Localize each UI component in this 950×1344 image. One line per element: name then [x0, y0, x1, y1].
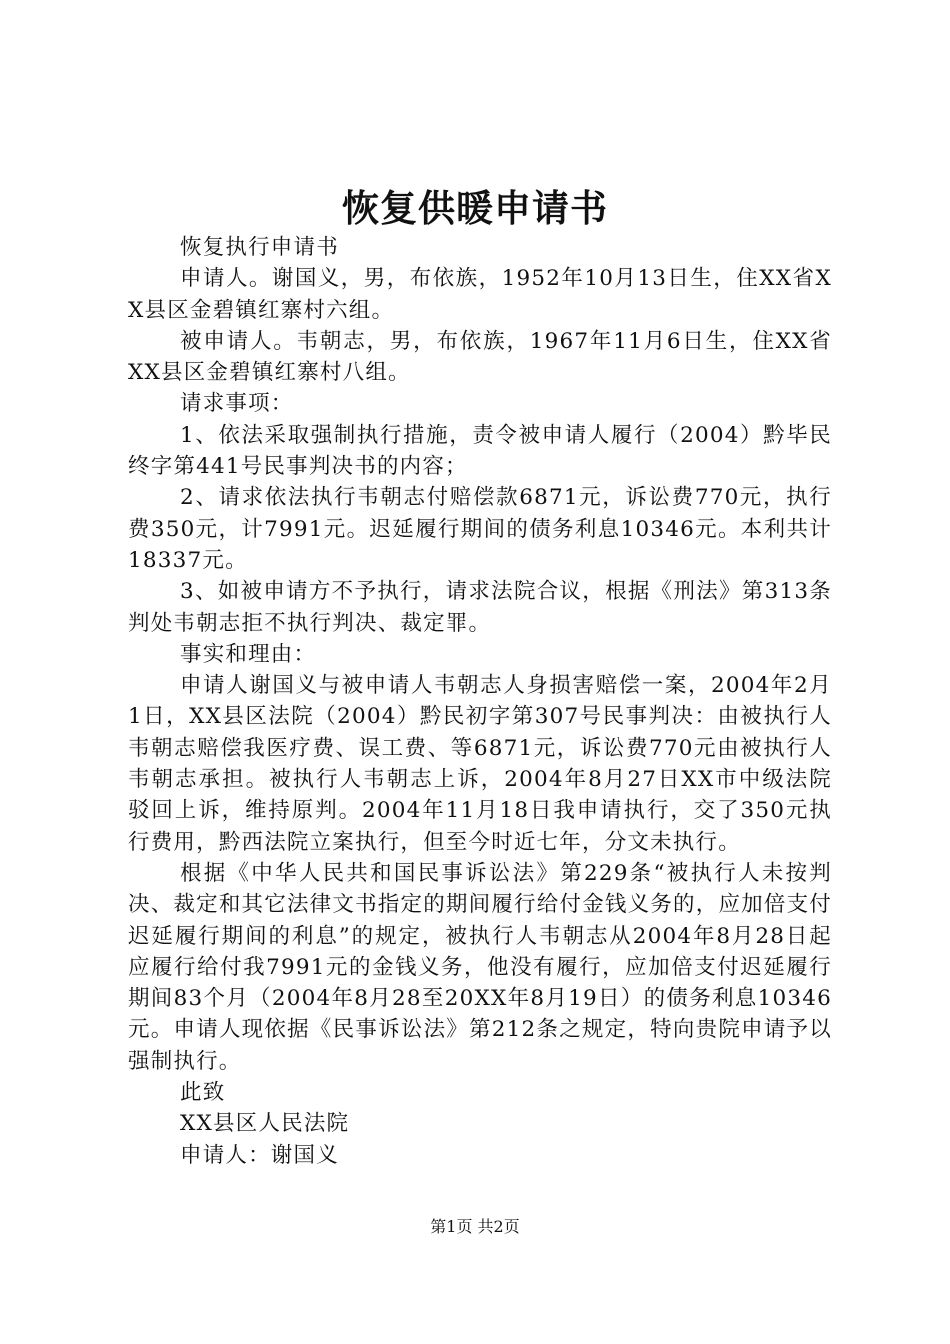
paragraph-applicant: 申请人。谢国义，男，布依族，1952年10月13日生，住XX省XX县区金碧镇红寨村六组。 — [128, 266, 832, 323]
paragraph-court: XX县区人民法院 — [180, 1111, 350, 1137]
paragraph-signature: 申请人：谢国义 — [180, 1142, 339, 1168]
paragraph-request-3: 3、如被申请方不予执行，请求法院合议，根据《刑法》第313条判处韦朝志拒不执行判决、裁定罪。 — [128, 579, 832, 636]
paragraph-legal-basis: 根据《中华人民共和国民事诉讼法》第229条“被执行人未按判决、裁定和其它法律文书指定的期间履行给付金钱义务的，应加倍支付迟延履行期间的利息”的规定，被执行人韦朝志从2004年8月28日起应履行给付我7991元的金钱义务，他没有履行，应加倍支付迟延履行期间83个月（2004年8月28至20XX年8月19日）的债务利息10346元。申请人现依据《民事诉讼法》第212条之规定，特向贵院申请予以强制执行。 — [128, 860, 832, 1074]
paragraph-respondent: 被申请人。韦朝志，男，布依族，1967年11月6日生，住XX省XX县区金碧镇红寨村八组。 — [128, 328, 832, 386]
paragraph-facts: 申请人谢国义与被申请人韦朝志人身损害赔偿一案，2004年2月1日，XX县区法院（2004）黔民初字第307号民事判决：由被执行人韦朝志赔偿我医疗费、误工费、等6871元，诉讼费770元由被执行人韦朝志承担。被执行人韦朝志上诉，2004年8月27日XX市中级法院驳回上诉，维持原判。2004年11月18日我申请执行，交了350元执行费用，黔西法院立案执行，但至今时近七年，分文未执行。 — [128, 673, 832, 855]
paragraph-request-1: 1、依法采取强制执行措施，责令被申请人履行（2004）黔毕民终字第441号民事判决书的内容； — [128, 422, 832, 480]
document-title: 恢复供暖申请书 — [342, 186, 608, 230]
paragraph-request-2: 2、请求依法执行韦朝志付赔偿款6871元，诉讼费770元，执行费350元，计7991元。迟延履行期间的债务利息10346元。本利共计18337元。 — [128, 485, 832, 573]
paragraph-requests-heading: 请求事项： — [180, 391, 294, 417]
paragraph-salutation: 此致 — [180, 1080, 226, 1106]
paragraph-facts-heading: 事实和理由： — [180, 641, 317, 667]
document-body — [128, 232, 832, 1171]
page-number: 第1页 共2页 — [430, 1217, 520, 1236]
paragraph-heading: 恢复执行申请书 — [180, 235, 339, 260]
